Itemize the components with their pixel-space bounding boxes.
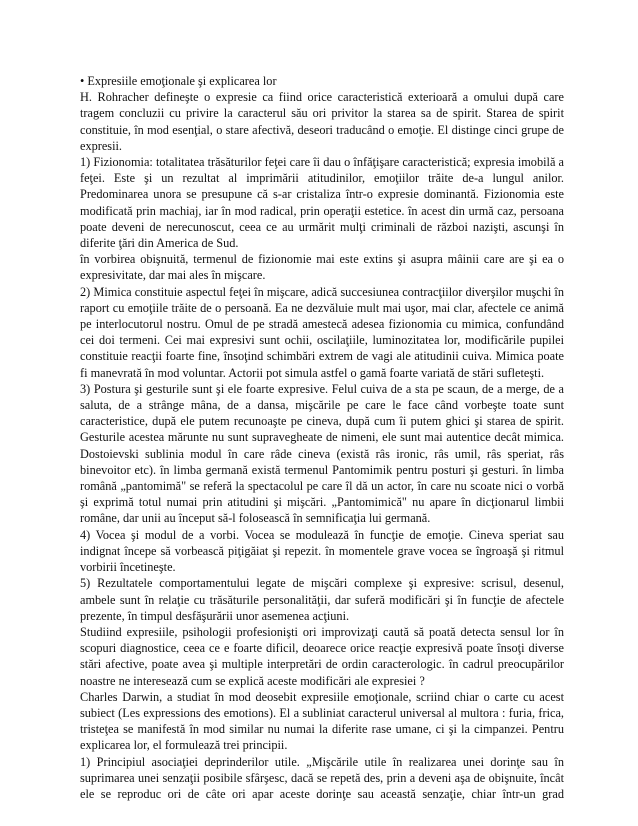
paragraph-postura: 3) Postura şi gesturile sunt şi ele foarte expresive. Felul cuiva de a sta pe scaun, de a merge, de a saluta, de a strânge mâna, de a dansa, mişcările pe care le face când vorbeşte toate sunt caracteristice, după ele putem recunoaşte pe cineva, după cum îi putem ghici şi starea de spirit. Gesturile acestea mărunte nu sunt supravegheate de nimeni, ele sunt mai autentice decât mimica. Dostoievski sublinia modul în care râde cineva (există râs ironic, râs umil, râs speriat, râs binevoitor etc). în limba germană există termenul Pantomimik pentru posturi şi gesturi. în limba română „pantomimă" se referă la spectacolul pe care îl dă un actor, în care nu scoate nici o vorbă şi exprimă totul numai prin atitudini şi mişcări. „Pantomimică" nu apare în dicţionarul limbii române, dar unii au început să-l folosească în semnificaţia lui germană. [80, 381, 564, 526]
paragraph-fizionomia-note: în vorbirea obişnuită, termenul de fizionomie mai este extins şi asupra mâinii care are şi ea o expresivitate, dar mai ales în mişcare. [80, 252, 564, 283]
paragraph-intro: H. Rohracher defineşte o expresie ca fiind orice caracteristică exterioară a omului după care tragem concluzii cu privire la caracterul său ori privitor la starea sa de spirit. Starea de spirit constituie, în mod esenţial, o stare afectivă, deseori traducând o emoţie. El distinge cinci grupe de expresii. [80, 90, 564, 153]
paragraph-darwin: Charles Darwin, a studiat în mod deosebit expresiile emoţionale, scriind chiar o carte cu acest subiect (Les expressions des emotions). El a subliniat caracterul universal al multora : furia, frica, tristeţea se manifestă în mod similar nu numai la diferite rase umane, ci şi la cimpanzei. Pentru explicarea lor, el formulează trei principii. [80, 689, 564, 753]
paragraph-mimica: 2) Mimica constituie aspectul feţei în mişcare, adică succesiunea contracţiilor diverşilor muşchi în raport cu emoţiile trăite de o persoană. Ea ne dezvăluie mult mai uşor, mai clar, afectele ce animă pe interlocutorul nostru. Omul de pe stradă amestecă adesea fizionomia cu mimica, confundând cei doi termeni. Cei mai expresivi sunt ochii, oscilaţiile, luminozitatea lor, modificările pupilei constituie reacţii foarte fine, însoţind schimbări extrem de vagi ale atitudinii cuiva. Mimica poate fi manevrată în mod voluntar. Actorii pot simula astfel o gamă foarte variată de stări sufleteşti. [80, 284, 564, 380]
paragraph-rezultate: 5) Rezultatele comportamentului legate de mişcări complexe şi expresive: scrisul, desenul, ambele sunt în relaţie cu trăsăturile personalităţii, dar suferă modificări şi în funcţie de afectele prezente, în timpul desfăşurării unor asemenea acţiuni. [80, 576, 564, 623]
paragraph-fizionomia: 1) Fizionomia: totalitatea trăsăturilor feţei care îi dau o înfăţişare caracteristică; expresia imobilă a feţei. Este şi un rezultat al imprimării atitudinilor, emoţiilor trăite de-a lungul anilor. Predominarea unora se presupune că s-ar cristaliza într-o expresie dominantă. Fizionomia este modificată prin machiaj, iar în mod radical, prin operaţii estetice. în acest din urmă caz, persoana poate deveni de nerecunoscut, ceea ce au urmărit mulţi criminali de război nazişti, ascunşi în diferite ţări din America de Sud. [80, 155, 564, 251]
paragraph-principiul: 1) Principiul asociaţiei deprinderilor utile. „Mişcările utile în realizarea unei dorinţe sau în suprimarea unei senzaţii posibile sfârşesc, dacă se repetă des, prin a deveni aşa de obişnuite, încât ele se reproduc ori de câte ori apar aceste dorinţe sau această senzaţie, chiar într-un grad [80, 754, 564, 801]
paragraph-studiind: Studiind expresiile, psihologii profesionişti ori improvizaţi caută să poată detecta sensul lor în scopuri diagnostice, ceea ce e foarte dificil, deoarece orice reacţie expresivă poate însoţi diverse stări afective, poate avea şi multiple interpretări de ordin caracterologic. în cadrul preocupărilor noastre ne interesează cum se explică aceste modificări ale expresiei ? [80, 624, 564, 688]
document-page [80, 73, 564, 802]
paragraph-vocea: 4) Vocea şi modul de a vorbi. Vocea se modulează în funcţie de emoţie. Cineva speriat sau indignat începe să vorbească piţigăiat şi repezit. în momentele grave vocea se îngroaşă şi ritmul vorbirii încetineşte. [80, 527, 564, 575]
section-heading: • Expresiile emoţionale şi explicarea lor [80, 74, 277, 88]
